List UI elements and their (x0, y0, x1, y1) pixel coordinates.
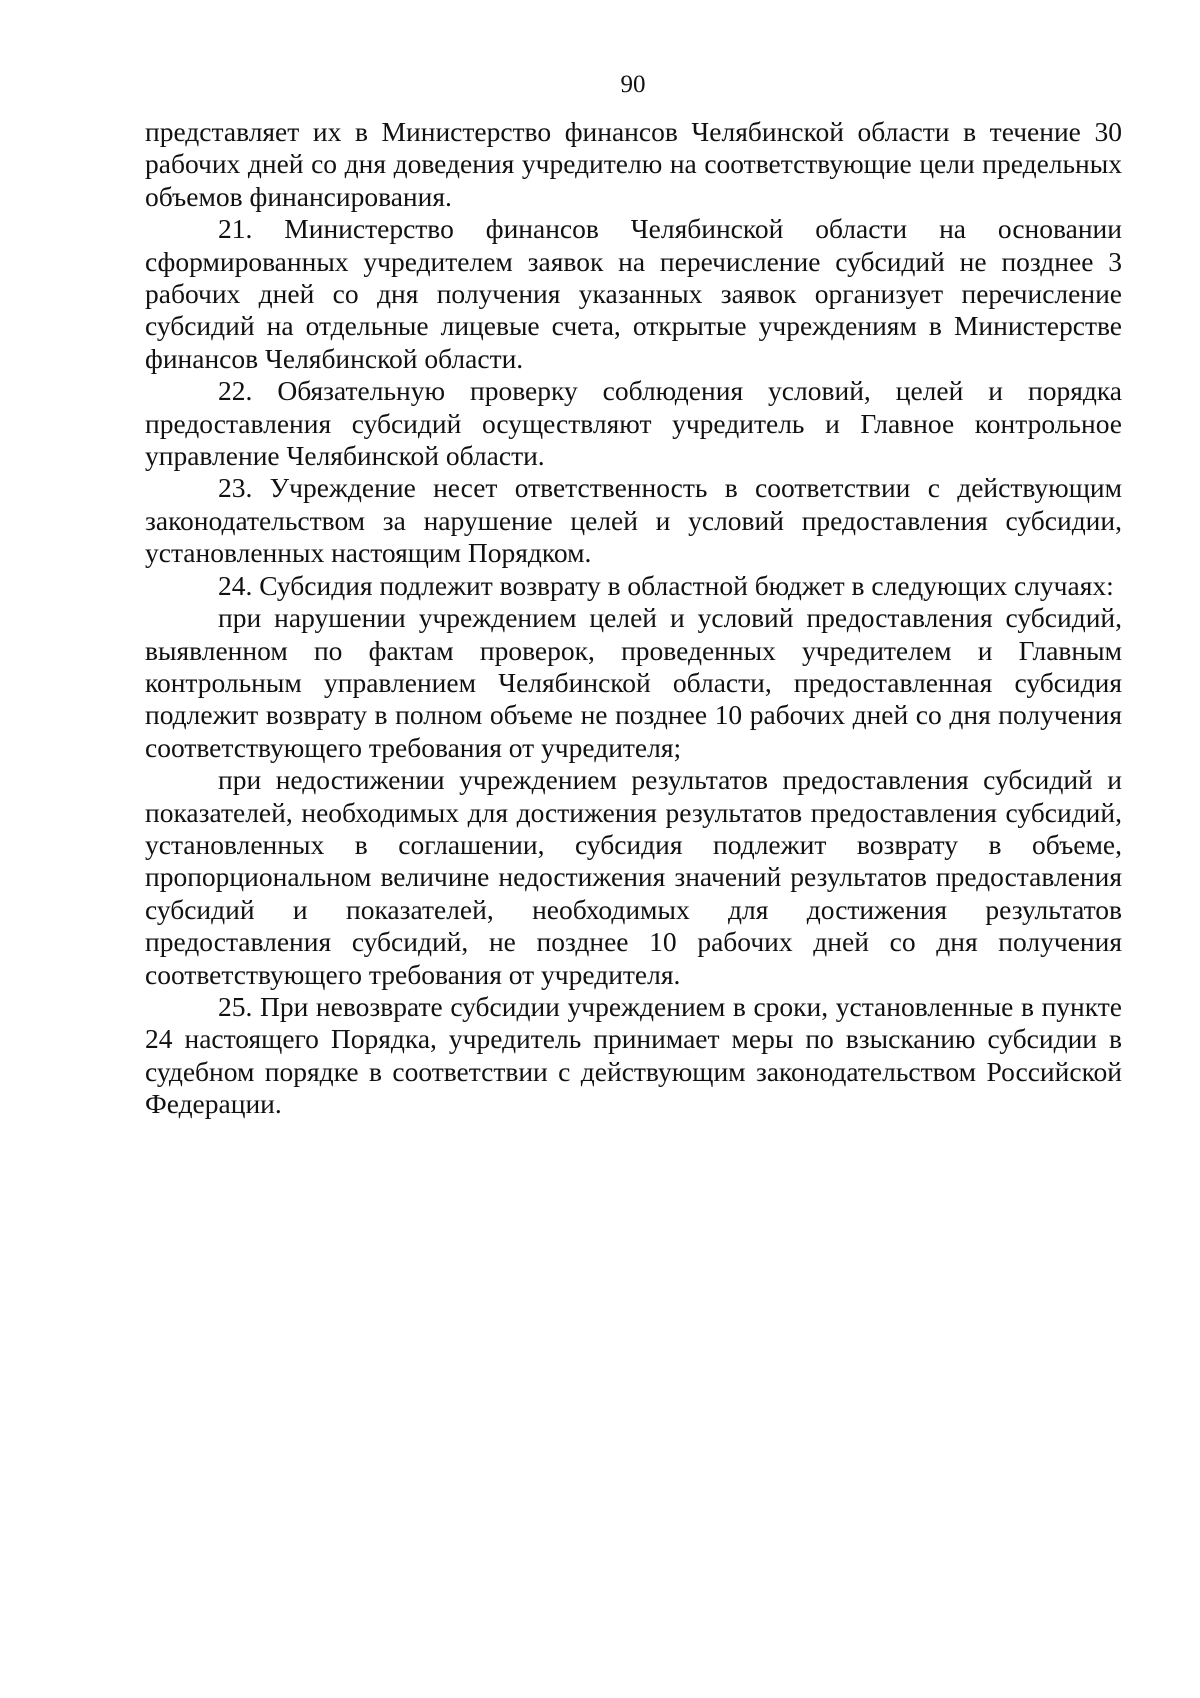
paragraph-24-case-violation: при нарушении учреждением целей и условий предоставления субсидий, выявленном по фактам проверок, проведенных учредителем и Главным контрольным управлением Челябинской области, предоставленная субсидия подлежит возврату в полном объеме не позднее 10 рабочих дней со дня получения соответствующего требования от учредителя; (145, 602, 1122, 763)
paragraph-22: 22. Обязательную проверку соблюдения условий, целей и порядка предоставления субсидий осуществляют учредитель и Главное контрольное управление Челябинской области. (145, 375, 1122, 472)
paragraph-continuation: представляет их в Министерство финансов Челябинской области в течение 30 рабочих дней со дня доведения учредителю на соответствующие цели предельных объемов финансирования. (145, 116, 1122, 212)
page-number: 90 (620, 71, 646, 98)
document-body (145, 116, 1122, 1121)
paragraph-21: 21. Министерство финансов Челябинской области на основании сформированных учредителем заявок на перечисление субсидий не позднее 3 рабочих дней со дня получения указанных заявок организует перечисление субсидий на отдельные лицевые счета, открытые учреждениям в Министерстве финансов Челябинской области. (145, 213, 1122, 374)
paragraph-25: 25. При невозврате субсидии учреждением в сроки, установленные в пункте 24 настоящего Порядка, учредитель принимает меры по взысканию субсидии в судебном порядке в соответствии с действующим законодательством Российской Федерации. (145, 990, 1122, 1120)
paragraph-23: 23. Учреждение несет ответственность в соответствии с действующим законодательством за нарушение целей и условий предоставления субсидии, установленных настоящим Порядком. (145, 472, 1122, 569)
paragraph-24-case-non-achievement: при недостижении учреждением результатов предоставления субсидий и показателей, необходимых для достижения результатов предоставления субсидий, установленных в соглашении, субсидия подлежит возврату в объеме, пропорциональном величине недостижения значений результатов предоставления субсидий и показателей, необходимых для достижения результатов предоставления субсидий, не позднее 10 рабочих дней со дня получения соответствующего требования от учредителя. (145, 764, 1122, 990)
paragraph-24: 24. Субсидия подлежит возврату в областной бюджет в следующих случаях: (218, 569, 1114, 601)
